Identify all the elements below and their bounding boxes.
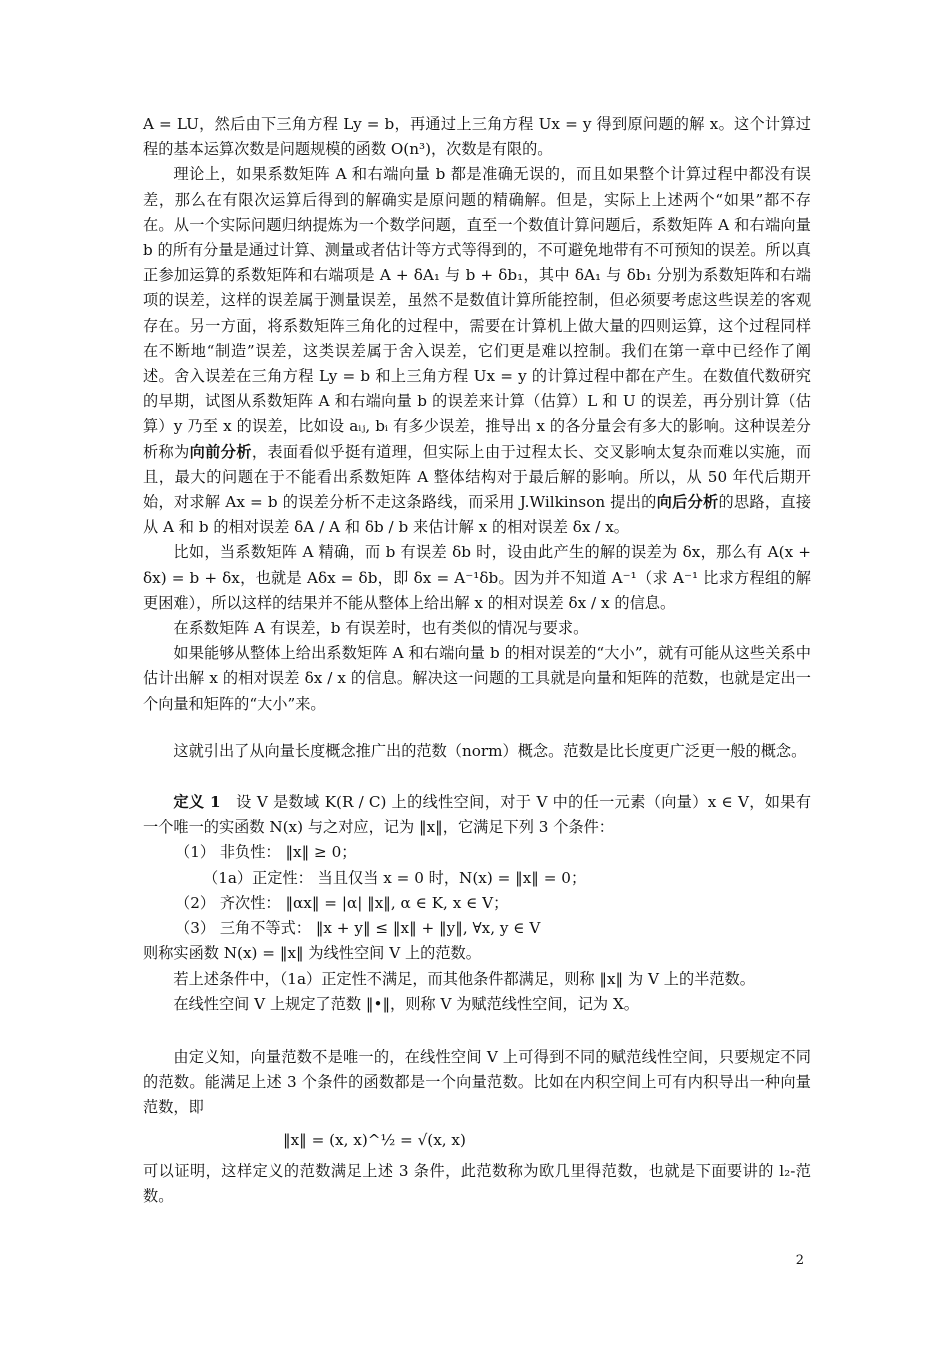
paragraph-l2-norm: 可以证明，这样定义的范数满足上述 3 条件，此范数称为欧几里得范数，也就是下面要讲的 l₂-范数。 [143,1161,811,1205]
paragraph-text: 的思路，直接从 A 和 b 的相对误差 δA / A 和 δb / b 来估计解 x 的相对误差 δx / x。 [143,493,812,537]
paragraph-norm-not-unique: 由定义知，向量范数不是唯一的，在线性空间 V 上可得到不同的赋范线性空间，只要规定不同的范数。能满足上述 3 个条件的函数都是一个向量范数。比如在内积空间上可有内积导出一种向量范数，即 [143,1047,811,1117]
paragraph-similar: 在系数矩阵 A 有误差，b 有误差时，也有类似的情况与要求。 [173,619,589,638]
definition-1 [143,790,811,840]
definition-text: 设 V 是数域 K(R / C) 上的线性空间，对于 V 中的任一元素（向量）x ∈ V，如果有一个唯一的实函数 N(x) 与之对应，记为 ‖x‖，它满足下列 3 个条件： [143,793,812,837]
paragraph-example: 比如，当系数矩阵 A 精确，而 b 有误差 δb 时，设由此产生的解的误差为 δx，那么有 A(x + δx) = b + δx，也就是 Aδx = δb，即 δx = A⁻¹δb。因为并不知道 A⁻¹（求 A⁻¹ 比求方程组的解更困难），所以这样的结果并不能从整体上给出解 x 的相对误差 δx / x 的信息。 [143,543,811,612]
condition-positive-definite: （1a）正定性： 当且仅当 x = 0 时，N(x) = ‖x‖ = 0； [203,868,587,887]
definition-label: 定义 1 [173,793,221,812]
paragraph-lu-decomposition: A = LU，然后由下三角方程 Ly = b，再通过上三角方程 Ux = y 得到原问题的解 x。这个计算过程的基本运算次数是问题规模的函数 O(n³)，次数是有限的。 [143,115,811,159]
seminorm-note: 若上述条件中，（1a）正定性不满足，而其他条件都满足，则称 ‖x‖ 为 V 上的半范数。 [173,969,755,988]
paragraph-norm-intro: 这就引出了从向量长度概念推广出的范数（norm）概念。范数是比长度更广泛更一般的概念。 [173,741,807,760]
condition-homogeneity: （2） 齐次性： ‖αx‖ = |α| ‖x‖, α ∈ K, x ∈ V； [175,893,509,912]
term-backward-analysis: 向后分析 [656,493,719,512]
paragraph-text: ，表面看似乎挺有道理，但实际上由于过程太长、交叉影响太复杂而难以实施，而且，最大的问题在于不能看出系数矩阵 A 整体结构对于最后解的影响。所以，从 50 年代后期开始，对求解 Ax = b 的误差分析不走这条路线，而采用 J.Wilkinson 提出的 [143,442,812,512]
condition-nonnegativity: （1） 非负性： ‖x‖ ≥ 0； [175,843,357,862]
normed-space-note: 在线性空间 V 上规定了范数 ‖•‖，则称 V 为赋范线性空间，记为 X。 [173,994,639,1013]
condition-triangle-inequality: （3） 三角不等式： ‖x + y‖ ≤ ‖x‖ + ‖y‖, ∀x, y ∈ V [175,919,541,938]
formula-euclidean-norm: ‖x‖ = (x, x)^½ = √(x, x) [283,1130,466,1149]
paragraph-relative-error: 如果能够从整体上给出系数矩阵 A 和右端向量 b 的相对误差的“大小”，就有可能从这些关系中估计出解 x 的相对误差 δx / x 的信息。解决这一问题的工具就是向量和矩阵的范数，也就是定出一个向量和矩阵的“大小”来。 [143,644,811,713]
term-forward-analysis: 向前分析 [189,442,252,461]
paragraph-text: 理论上，如果系数矩阵 A 和右端向量 b 都是准确无误的，而且如果整个计算过程中都没有误差，那么在有限次运算后得到的解确实是原问题的精确解。但是，实际上上述两个“如果”都不存在。从一个实际问题归纳提炼为一个数学问题，直至一个数值计算问题后，系数矩阵 A 和右端向量 b 的所有分量是通过计算、测量或者估计等方式等得到的，不可避免地带有不可预知的误差。所以真正参加运算的系数矩阵和右端项是 A + δA₁ 与 b + δb₁，其中 δA₁ 与 δb₁ 分别为系数矩阵和右端项的误差，这样的误差属于测量误差，虽然不是数值计算所能控制，但必须要考虑这些误差的客观存在。另一方面，将系数矩阵三角化的过程中，需要在计算机上做大量的四则运算，这个过程同样在不断地“制造”误差，这类误差属于舍入误差，它们更是难以控制。我们在第一章中已经作了阐述。舍入误差在三角方程 Ly = b 和上三角方程 Ux = y 的计算过程中都在产生。在数值代数研究的早期，试图从系数矩阵 A 和右端向量 b 的误差来计算（估算）L 和 U 的误差，再分别计算（估算）y 乃至 x 的误差，比如设 aᵢⱼ, bᵢ 有多少误差，推导出 x 的各分量会有多大的影响。这种误差分析称为 [143,165,811,461]
page-number: 2 [795,1253,804,1268]
paragraph-error-analysis [143,162,811,540]
definition-conclusion: 则称实函数 N(x) = ‖x‖ 为线性空间 V 上的范数。 [143,944,481,963]
page-content [143,112,811,1209]
